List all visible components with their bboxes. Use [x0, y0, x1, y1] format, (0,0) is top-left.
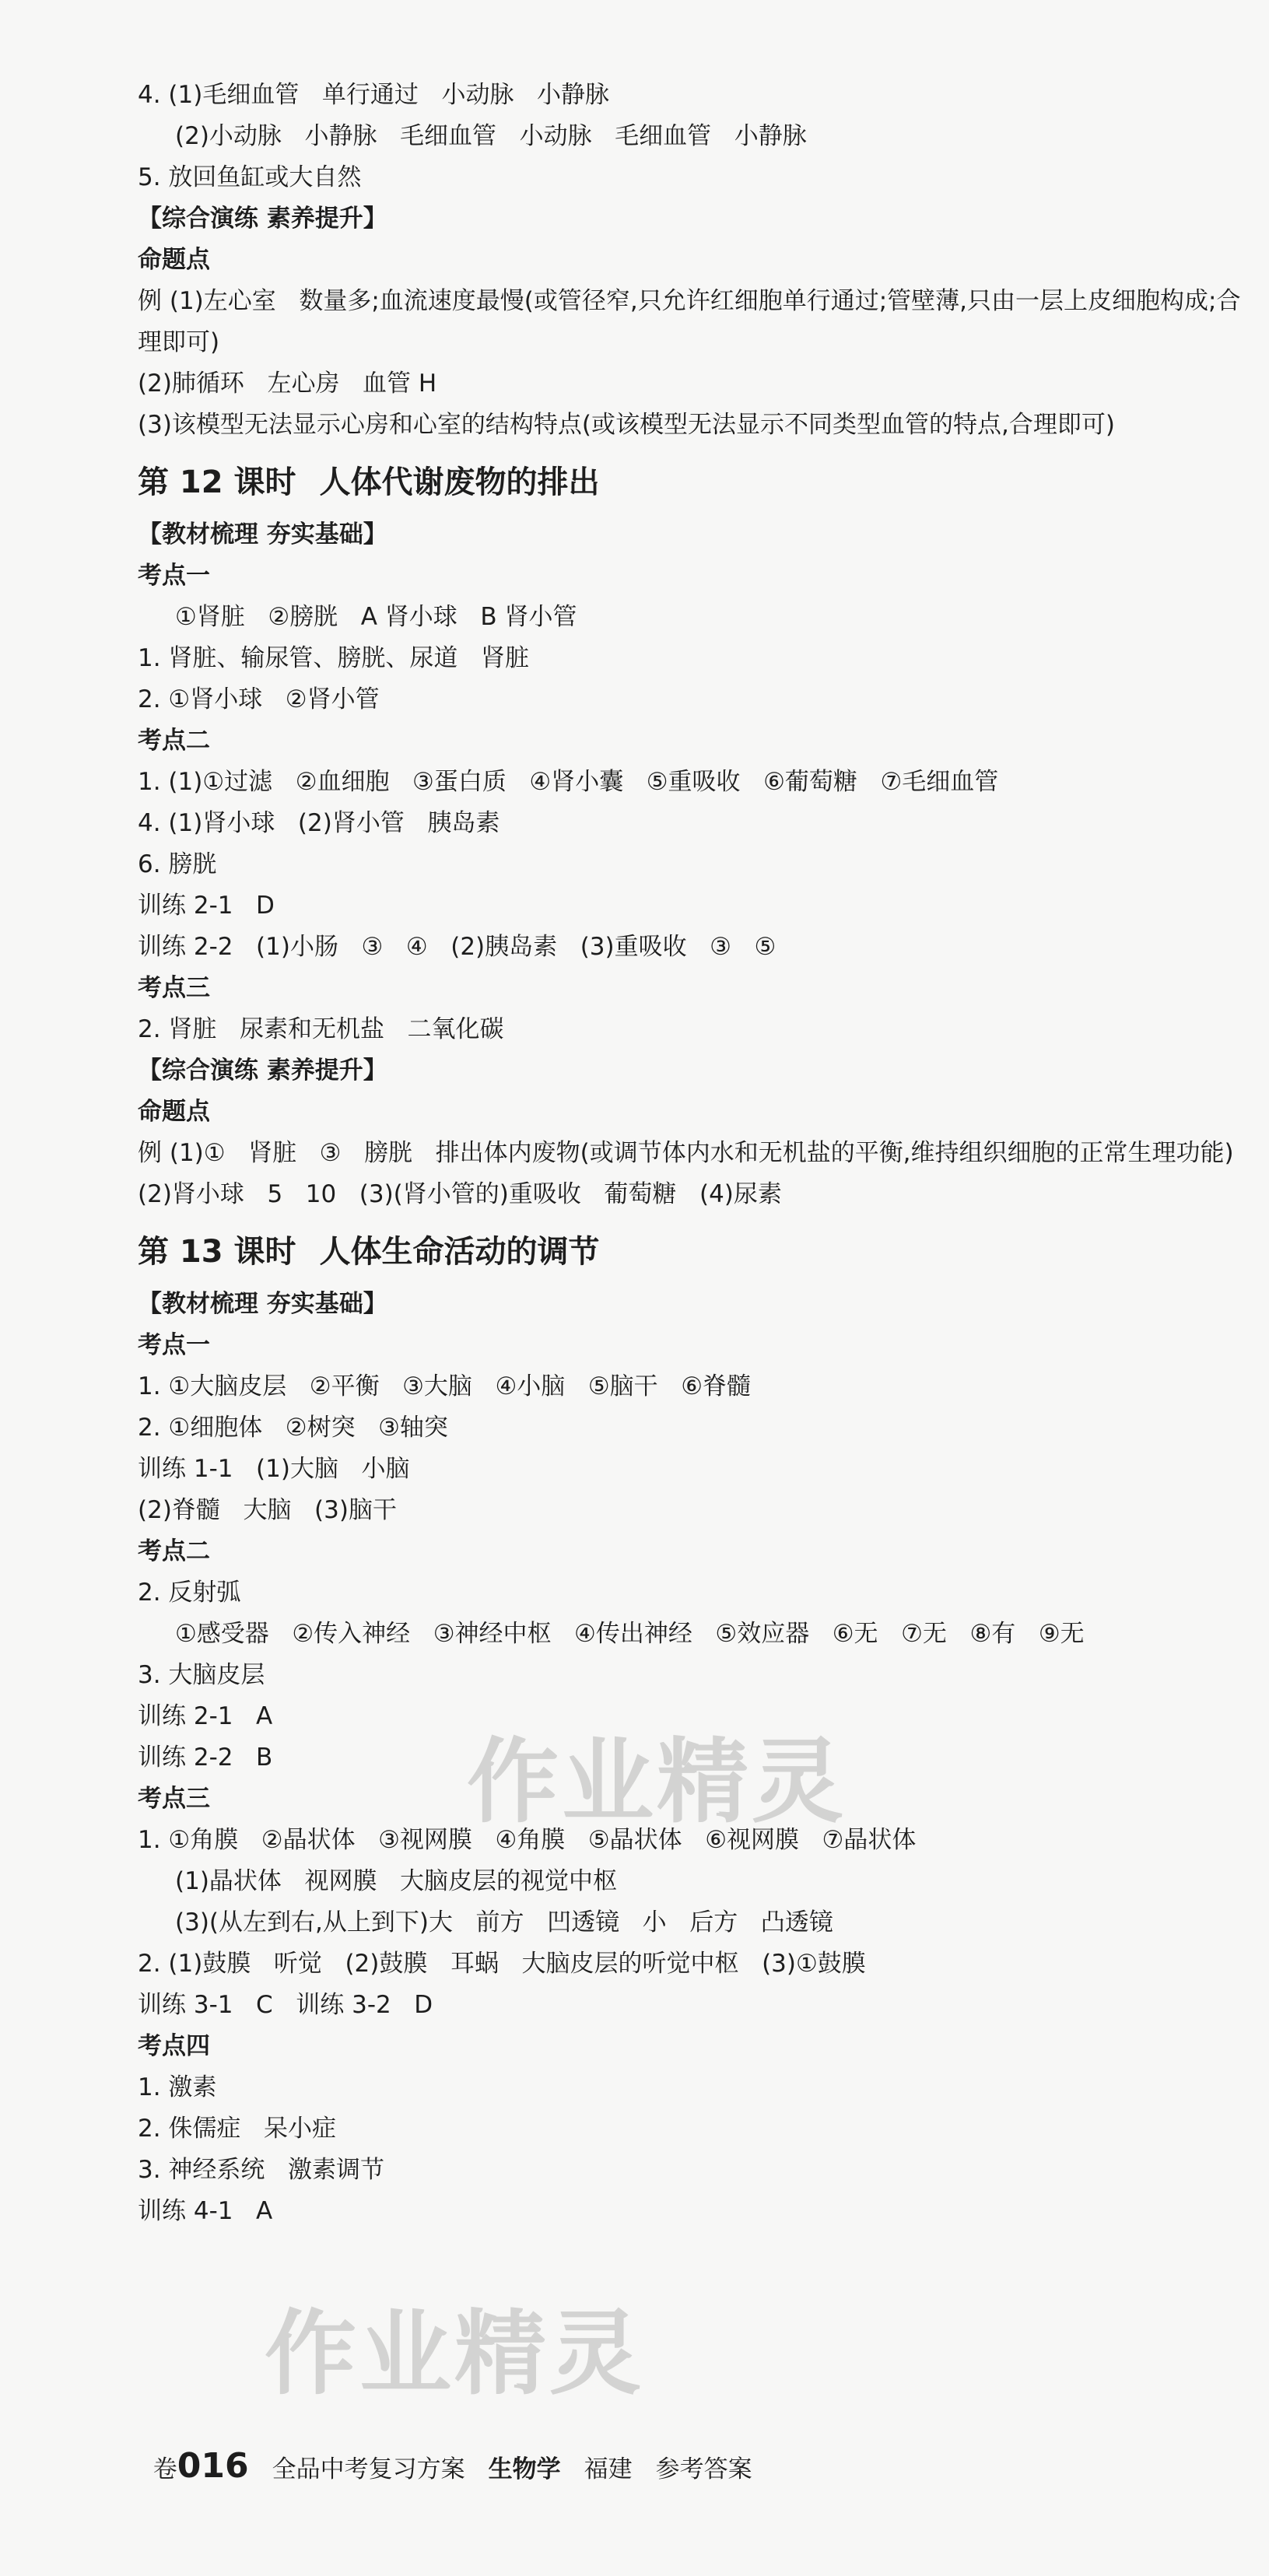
topic-heading: 命题点 — [138, 1098, 210, 1126]
answer-line: (3)(从左到右,从上到下)大 前方 凹透镜 小 后方 凸透镜 — [175, 1908, 833, 1936]
section-heading: 【教材梳理 夯实基础】 — [138, 1290, 387, 1318]
answer-line: 2. 反射弧 — [138, 1579, 241, 1607]
answer-line: 训练 2-1 A — [138, 1702, 273, 1730]
answer-line: 3. 大脑皮层 — [138, 1661, 265, 1689]
answer-line: 1. (1)①过滤 ②血细胞 ③蛋白质 ④肾小囊 ⑤重吸收 ⑥葡萄糖 ⑦毛细血管 — [138, 768, 999, 796]
answer-line: 4. (1)毛细血管 单行通过 小动脉 小静脉 — [138, 81, 610, 109]
section-heading: 【教材梳理 夯实基础】 — [138, 520, 387, 548]
answer-line: 训练 2-2 (1)小肠 ③ ④ (2)胰岛素 (3)重吸收 ③ ⑤ — [138, 933, 776, 961]
answer-line: 训练 1-1 (1)大脑 小脑 — [138, 1455, 410, 1483]
answer-line: 1. ①角膜 ②晶状体 ③视网膜 ④角膜 ⑤晶状体 ⑥视网膜 ⑦晶状体 — [138, 1826, 917, 1854]
answer-line: 2. (1)鼓膜 听觉 (2)鼓膜 耳蜗 大脑皮层的听觉中枢 (3)①鼓膜 — [138, 1950, 866, 1978]
answer-line: 2. 肾脏 尿素和无机盐 二氧化碳 — [138, 1015, 504, 1043]
watermark-lower: 作业精灵 — [265, 2300, 645, 2407]
answer-line: 1. 激素 — [138, 2073, 217, 2101]
topic-heading: 考点四 — [138, 2032, 210, 2060]
answer-line: 训练 2-2 B — [138, 1744, 273, 1772]
answer-line: (2)肾小球 5 10 (3)(肾小管的)重吸收 葡萄糖 (4)尿素 — [138, 1180, 782, 1208]
lesson-name: 人体代谢废物的排出 — [319, 464, 600, 500]
lesson-title — [138, 1229, 1250, 1274]
answer-line: 6. 膀胱 — [138, 850, 217, 878]
watermark-upper: 作业精灵 — [467, 1728, 847, 1835]
answer-line: (2)脊髓 大脑 (3)脑干 — [138, 1496, 397, 1524]
topic-heading: 考点二 — [138, 727, 210, 755]
answer-line: (3)该模型无法显示心房和心室的结构特点(或该模型无法显示不同类型血管的特点,合理即可) — [138, 411, 1115, 439]
lesson-title — [138, 460, 1250, 505]
answer-line: 2. ①细胞体 ②树突 ③轴突 — [138, 1414, 448, 1442]
answer-line: 例 (1)① 肾脏 ③ 膀胱 排出体内废物(或调节体内水和无机盐的平衡,维持组织细胞的正常生理功能) — [138, 1139, 1234, 1167]
section-heading: 【综合演练 素养提升】 — [138, 205, 387, 233]
answer-line: 1. ①大脑皮层 ②平衡 ③大脑 ④小脑 ⑤脑干 ⑥脊髓 — [138, 1372, 751, 1400]
answer-line: (2)小动脉 小静脉 毛细血管 小动脉 毛细血管 小静脉 — [175, 122, 807, 150]
answer-content — [138, 75, 1250, 2232]
topic-heading: 考点三 — [138, 974, 210, 1002]
answer-line: ①肾脏 ②膀胱 A 肾小球 B 肾小管 — [175, 603, 577, 631]
answer-line: 3. 神经系统 激素调节 — [138, 2156, 384, 2184]
answer-line: (2)肺循环 左心房 血管 H — [138, 370, 437, 398]
topic-heading: 考点一 — [138, 1331, 210, 1359]
answer-line: 1. 肾脏、输尿管、膀胱、尿道 肾脏 — [138, 644, 529, 672]
answer-line: 训练 3-1 C 训练 3-2 D — [138, 1991, 433, 2019]
topic-heading: 考点二 — [138, 1537, 210, 1565]
topic-heading: 考点一 — [138, 562, 210, 590]
answer-line: (1)晶状体 视网膜 大脑皮层的视觉中枢 — [175, 1867, 618, 1895]
answer-line: 训练 2-1 D — [138, 892, 275, 920]
lesson-number: 第 13 课时 — [138, 1234, 296, 1270]
answer-line: ①感受器 ②传入神经 ③神经中枢 ④传出神经 ⑤效应器 ⑥无 ⑦无 ⑧有 ⑨无 — [175, 1620, 1085, 1648]
footer-type: 参考答案 — [655, 2455, 752, 2483]
footer-region: 福建 — [584, 2455, 633, 2483]
footer-volume: 卷 — [152, 2455, 177, 2483]
lesson-number: 第 12 课时 — [138, 464, 296, 500]
page-number: 016 — [177, 2446, 249, 2486]
lesson-name: 人体生命活动的调节 — [319, 1234, 600, 1270]
footer-subject: 生物学 — [488, 2455, 561, 2483]
page-footer — [138, 2415, 752, 2487]
answer-line: 2. ①肾小球 ②肾小管 — [138, 685, 380, 713]
answer-line: 2. 侏儒症 呆小症 — [138, 2115, 336, 2143]
answer-line: 例 (1)左心室 数量多;血流速度最慢(或管径窄,只允许红细胞单行通过;管壁薄,只由一层上皮细胞构成;合理即可) — [138, 287, 1241, 356]
topic-heading: 命题点 — [138, 246, 210, 274]
answer-line: 4. (1)肾小球 (2)肾小管 胰岛素 — [138, 809, 500, 837]
footer-series: 全品中考复习方案 — [272, 2455, 465, 2483]
answer-line: 训练 4-1 A — [138, 2197, 273, 2225]
topic-heading: 考点三 — [138, 1785, 210, 1813]
section-heading: 【综合演练 素养提升】 — [138, 1057, 387, 1085]
answer-line: 5. 放回鱼缸或大自然 — [138, 163, 362, 191]
